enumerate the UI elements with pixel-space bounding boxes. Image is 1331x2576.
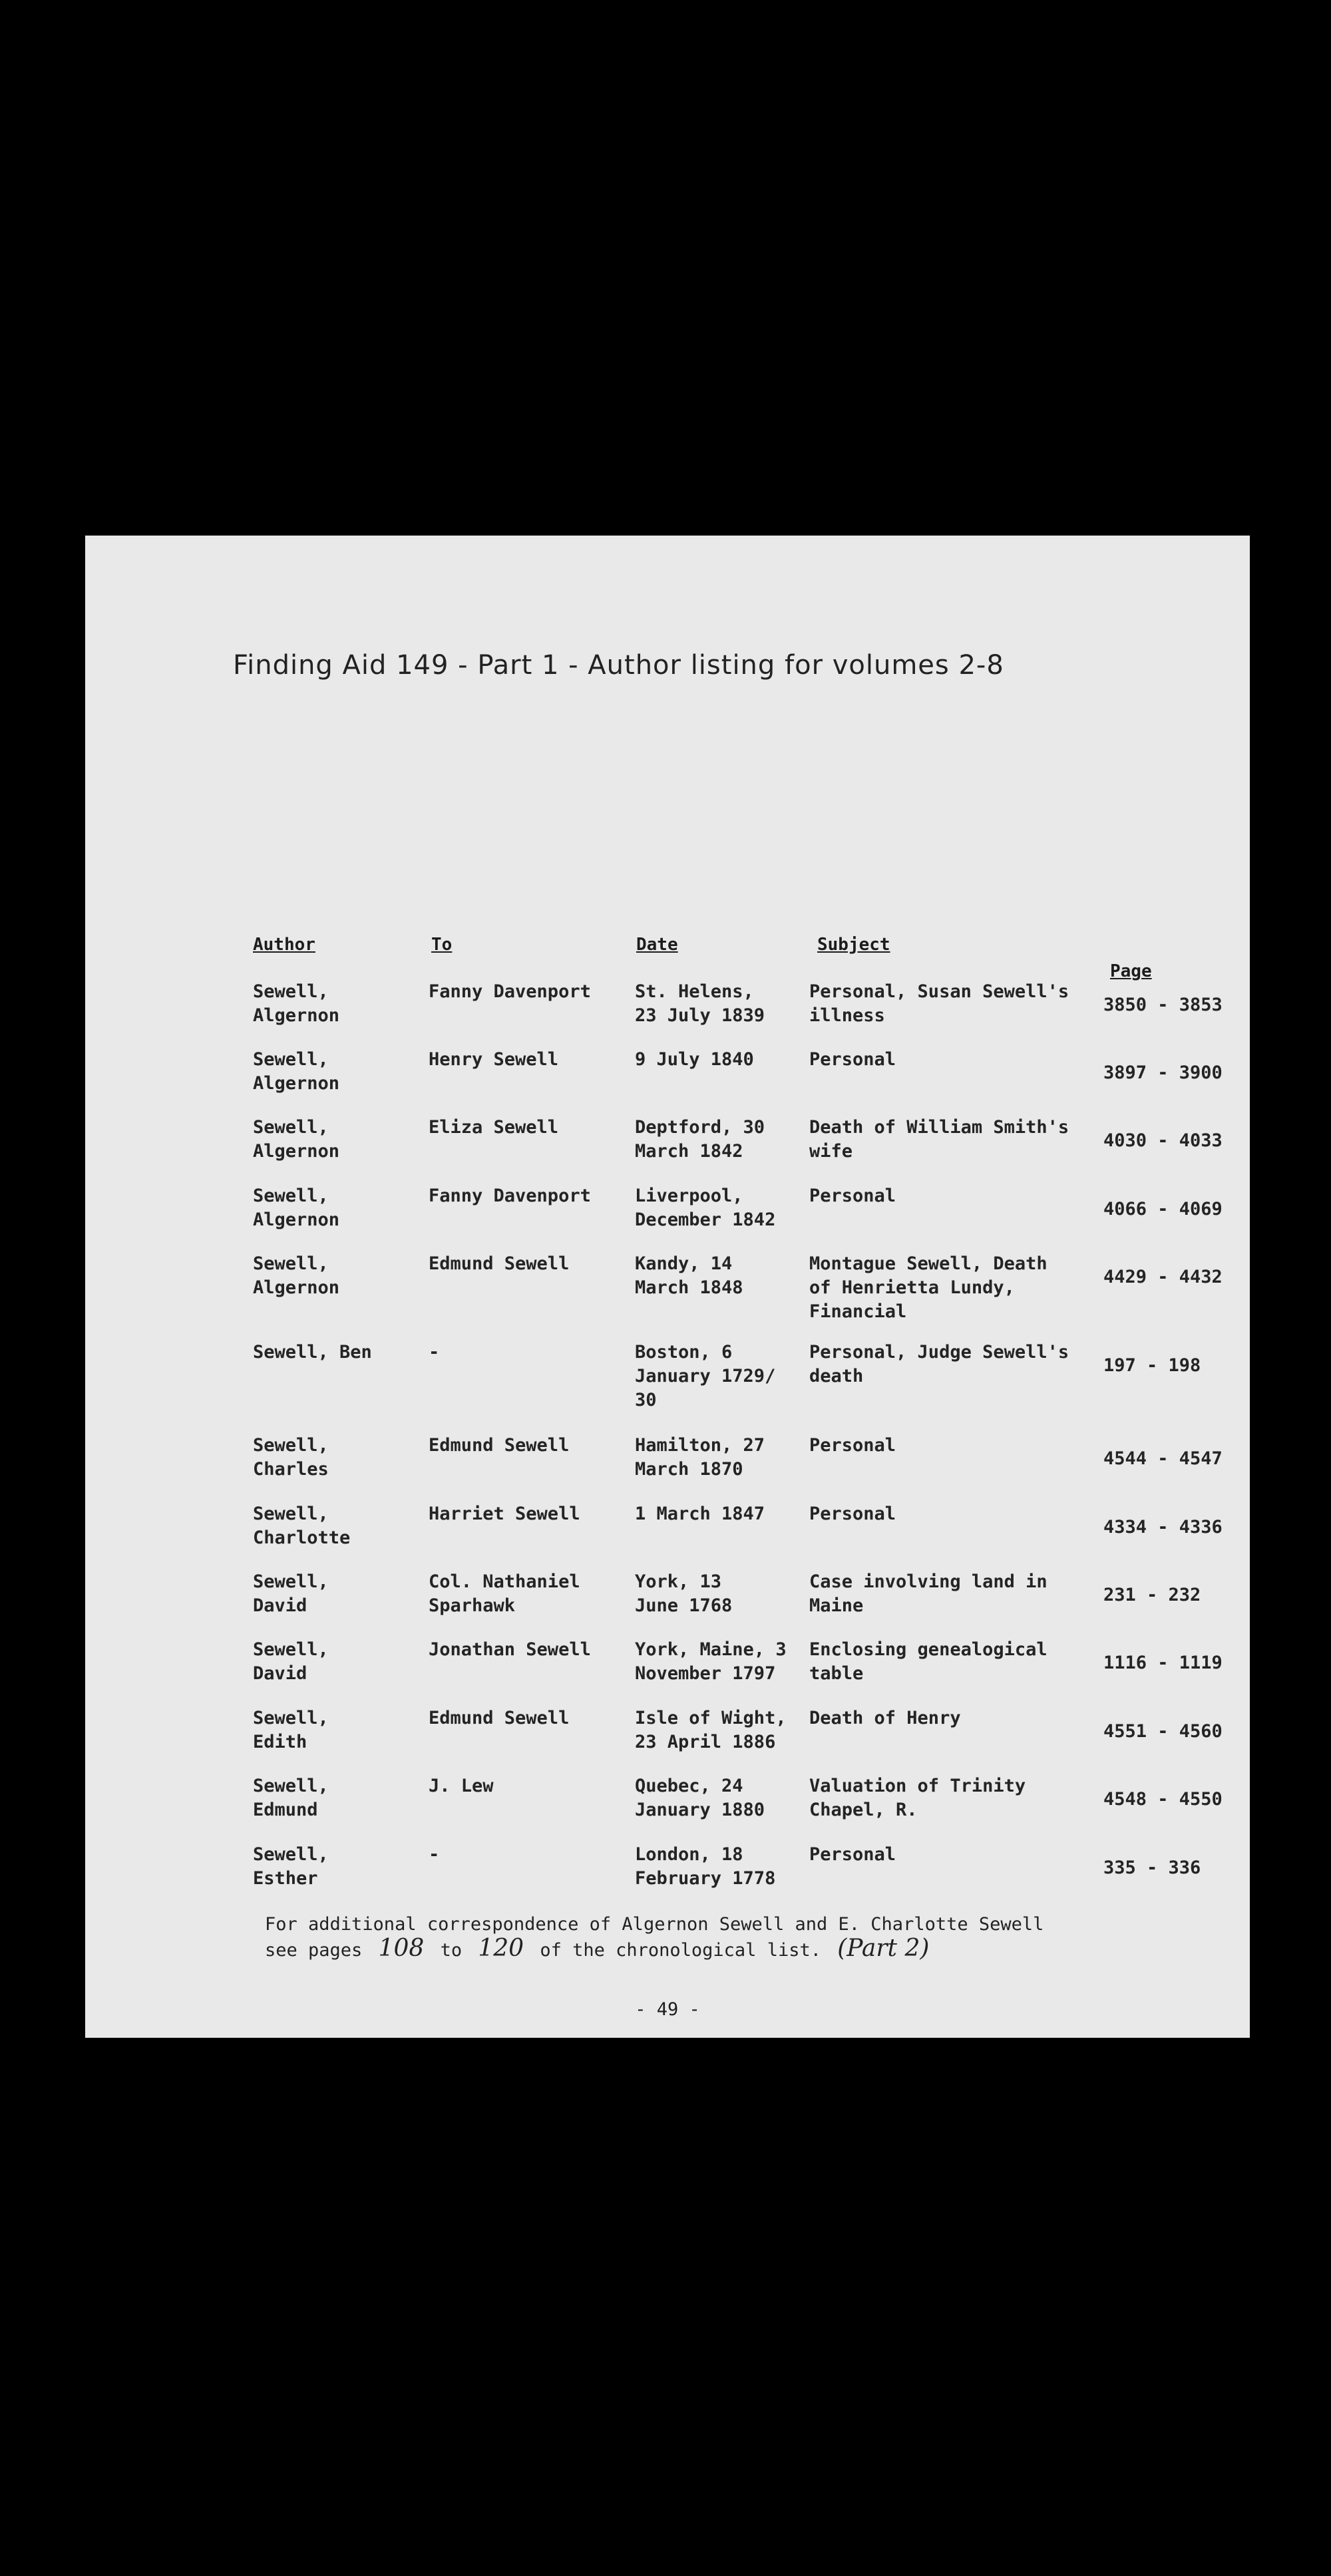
cell-page: 335 - 336 [1103,1857,1201,1878]
document-page [85,536,1250,2038]
cell-page: 231 - 232 [1103,1585,1201,1605]
cell-date: Liverpool, December 1842 [635,1186,776,1230]
cell-author: Sewell, Esther [253,1844,329,1889]
column-header-page: Page [1110,961,1152,981]
cell-to: Col. Nathaniel Sparhawk [429,1571,580,1616]
cell-date: Quebec, 24 January 1880 [635,1776,765,1820]
cell-to: - [429,1342,440,1363]
footnote-to-word: to [440,1940,463,1961]
cell-author: Sewell, Algernon [253,1049,340,1094]
cell-author: Sewell, Edmund [253,1776,329,1820]
footnote [265,1913,1044,1963]
cell-date: York, 13 June 1768 [635,1571,733,1616]
cell-date: Boston, 6 January 1729/ 30 [635,1342,776,1410]
page-number: - 49 - [635,1999,700,2020]
cell-page: 4030 - 4033 [1103,1130,1223,1151]
cell-author: Sewell, Algernon [253,1253,340,1298]
cell-author: Sewell, Ben [253,1342,372,1363]
cell-page: 4066 - 4069 [1103,1199,1223,1219]
cell-to: Edmund Sewell [429,1435,570,1456]
cell-date: Deptford, 30 March 1842 [635,1117,765,1162]
cell-to: Edmund Sewell [429,1708,570,1728]
cell-page: 4548 - 4550 [1103,1789,1223,1810]
cell-to: Henry Sewell [429,1049,559,1070]
cell-to: Fanny Davenport [429,981,591,1002]
cell-date: London, 18 February 1778 [635,1844,776,1889]
cell-subject: Personal [809,1049,896,1070]
column-header-date: Date [636,935,678,955]
footnote-line-1: For additional correspondence of Algernon Sewell and E. Charlotte Sewell [265,1914,1044,1935]
cell-subject: Personal [809,1844,896,1865]
cell-date: York, Maine, 3 November 1797 [635,1639,787,1684]
cell-subject: Personal [809,1435,896,1456]
cell-page: 4429 - 4432 [1103,1267,1223,1287]
handwritten-part-note: (Part 2) [837,1935,930,1962]
cell-subject: Enclosing genealogical table [809,1639,1047,1684]
cell-subject: Death of Henry [809,1708,961,1728]
cell-author: Sewell, Algernon [253,981,340,1026]
cell-page: 3850 - 3853 [1103,995,1223,1015]
cell-subject: Montague Sewell, Death of Henrietta Lundy, Financial [809,1253,1047,1322]
cell-author: Sewell, Charles [253,1435,329,1480]
cell-to: J. Lew [429,1776,494,1796]
cell-to: Eliza Sewell [429,1117,559,1138]
cell-page: 197 - 198 [1103,1355,1201,1376]
cell-subject: Case involving land in Maine [809,1571,1047,1616]
cell-to: Edmund Sewell [429,1253,570,1274]
cell-date: Hamilton, 27 March 1870 [635,1435,765,1480]
cell-page: 4544 - 4547 [1103,1448,1223,1469]
cell-date: Isle of Wight, 23 April 1886 [635,1708,787,1752]
cell-subject: Personal, Susan Sewell's illness [809,981,1069,1026]
cell-date: Kandy, 14 March 1848 [635,1253,743,1298]
footnote-see-pages: see pages [265,1940,363,1961]
cell-page: 3897 - 3900 [1103,1062,1223,1083]
cell-author: Sewell, David [253,1571,329,1616]
cell-author: Sewell, Algernon [253,1117,340,1162]
cell-author: Sewell, Algernon [253,1186,340,1230]
column-header-to: To [431,935,453,955]
cell-date: 1 March 1847 [635,1504,765,1524]
cell-author: Sewell, Edith [253,1708,329,1752]
cell-subject: Personal, Judge Sewell's death [809,1342,1069,1386]
cell-subject: Valuation of Trinity Chapel, R. [809,1776,1026,1820]
footnote-suffix: of the chronological list. [540,1940,821,1961]
cell-date: 9 July 1840 [635,1049,754,1070]
cell-author: Sewell, David [253,1639,329,1684]
handwritten-from-page: 108 [378,1935,425,1962]
cell-subject: Personal [809,1504,896,1524]
footnote-line-2 [265,1937,1044,1963]
column-header-subject: Subject [817,935,890,955]
cell-to: - [429,1844,440,1865]
page-title: Finding Aid 149 - Part 1 - Author listing for volumes 2-8 [233,650,1004,681]
handwritten-to-page: 120 [478,1935,524,1962]
cell-page: 1116 - 1119 [1103,1653,1223,1673]
cell-to: Jonathan Sewell [429,1639,591,1660]
cell-page: 4334 - 4336 [1103,1517,1223,1537]
cell-to: Harriet Sewell [429,1504,580,1524]
cell-author: Sewell, Charlotte [253,1504,351,1548]
cell-subject: Personal [809,1186,896,1206]
cell-page: 4551 - 4560 [1103,1721,1223,1742]
cell-to: Fanny Davenport [429,1186,591,1206]
cell-date: St. Helens, 23 July 1839 [635,981,765,1026]
cell-subject: Death of William Smith's wife [809,1117,1069,1162]
column-header-author: Author [253,935,315,955]
